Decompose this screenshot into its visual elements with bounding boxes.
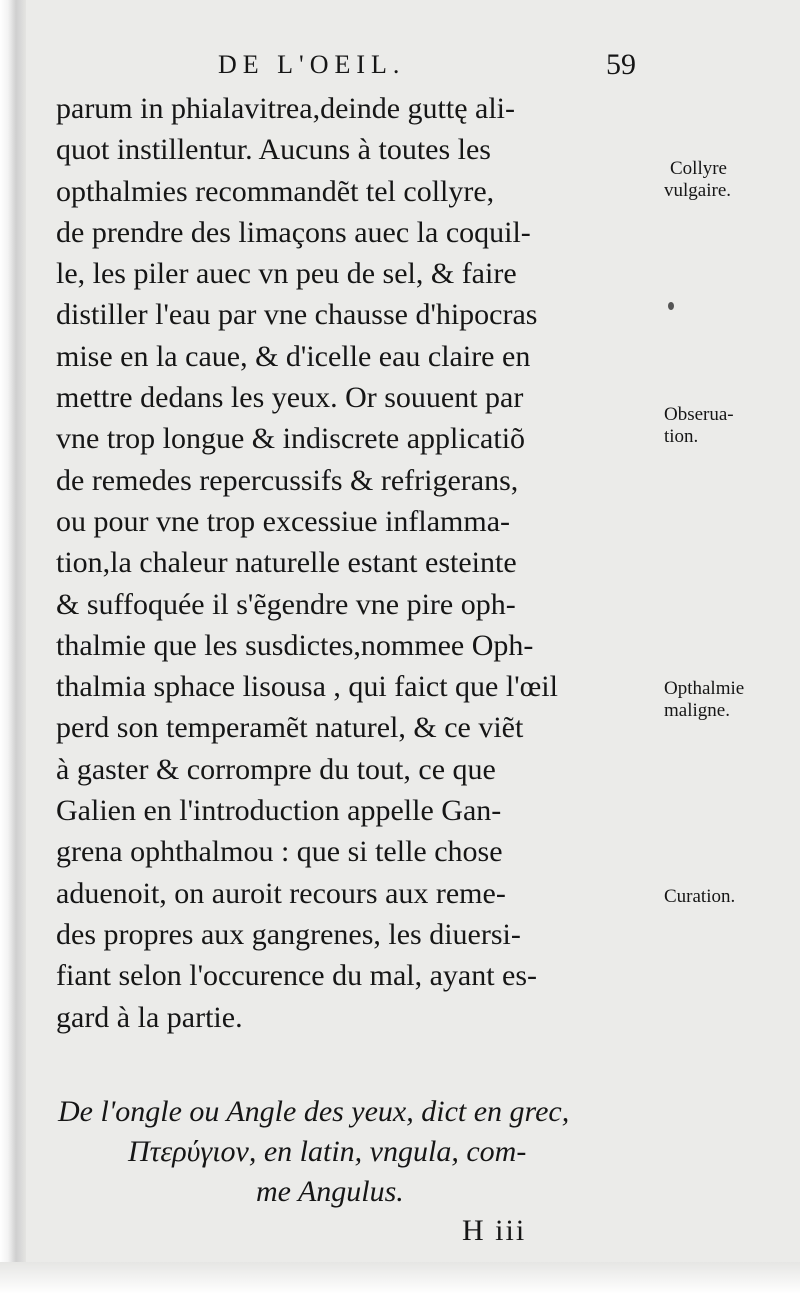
text-line: distiller l'eau par vne chausse d'hipocras — [56, 298, 538, 332]
running-title: DE L'OEIL. — [218, 50, 406, 79]
margin-note-curation — [664, 886, 735, 908]
heading-line: De l'ongle ou Angle des yeux, dict en grec, — [58, 1095, 570, 1128]
margin-note-line: Curation. — [664, 886, 736, 907]
text-line: ou pour vne trop excessiue inflamma- — [56, 504, 511, 538]
text-line: perd son temperamẽt naturel, & ce viẽt — [56, 711, 524, 745]
page-number: 59 — [606, 48, 636, 81]
text-line: à gaster & corrompre du tout, ce que — [56, 752, 496, 786]
section-heading — [58, 1092, 678, 1212]
text-line: des propres aux gangrenes, les diuersi- — [56, 917, 521, 951]
text-line: fiant selon l'occurence du mal, ayant es- — [56, 959, 538, 993]
ink-mark — [668, 302, 674, 310]
text-line: thalmia sphace lisousa , qui faict que l'œil — [56, 670, 558, 704]
margin-note-line: Collyre — [670, 158, 727, 179]
text-line: le, les piler auec vn peu de sel, & faire — [56, 257, 517, 291]
margin-note-observation — [664, 404, 734, 448]
text-line: thalmie que les susdictes,nommee Oph- — [56, 628, 534, 662]
text-line: parum in phialavitrea,deinde guttę ali- — [56, 92, 515, 125]
margin-note-line: Opthalmie — [664, 678, 745, 699]
margin-note-line: tion. — [664, 426, 699, 447]
margin-note-line: maligne. — [664, 700, 730, 721]
signature-mark: H iii — [462, 1214, 527, 1247]
text-line: & suffoquée il s'ẽgendre vne pire oph- — [56, 587, 516, 621]
text-line: Galien en l'introduction appelle Gan- — [56, 794, 502, 828]
text-line: opthalmies recommandẽt tel collyre, — [56, 174, 495, 208]
text-line: quot instillentur. Aucuns à toutes les — [56, 133, 491, 167]
heading-line: Πτερύγιον, en latin, vngula, com- — [128, 1135, 527, 1168]
margin-note-line: Obserua- — [664, 404, 734, 425]
text-line: mise en la caue, & d'icelle eau claire en — [56, 339, 531, 373]
text-line: tion,la chaleur naturelle estant esteinte — [56, 546, 517, 580]
text-line: aduenoit, on auroit recours aux reme- — [56, 876, 506, 910]
text-line: de prendre des limaçons auec la coquil- — [56, 215, 531, 249]
text-line: mettre dedans les yeux. Or souuent par — [56, 381, 524, 415]
heading-line: me Angulus. — [256, 1175, 404, 1208]
margin-note-collyre — [664, 158, 731, 202]
margin-note-line: vulgaire. — [664, 180, 732, 201]
margin-note-opthalmie — [664, 678, 744, 722]
text-line: de remedes repercussifs & refrigerans, — [56, 463, 519, 497]
text-line: gard à la partie. — [56, 1000, 243, 1034]
text-line: grena ophthalmou : que si telle chose — [56, 835, 503, 869]
text-line: vne trop longue & indiscrete applicatiõ — [56, 422, 526, 456]
